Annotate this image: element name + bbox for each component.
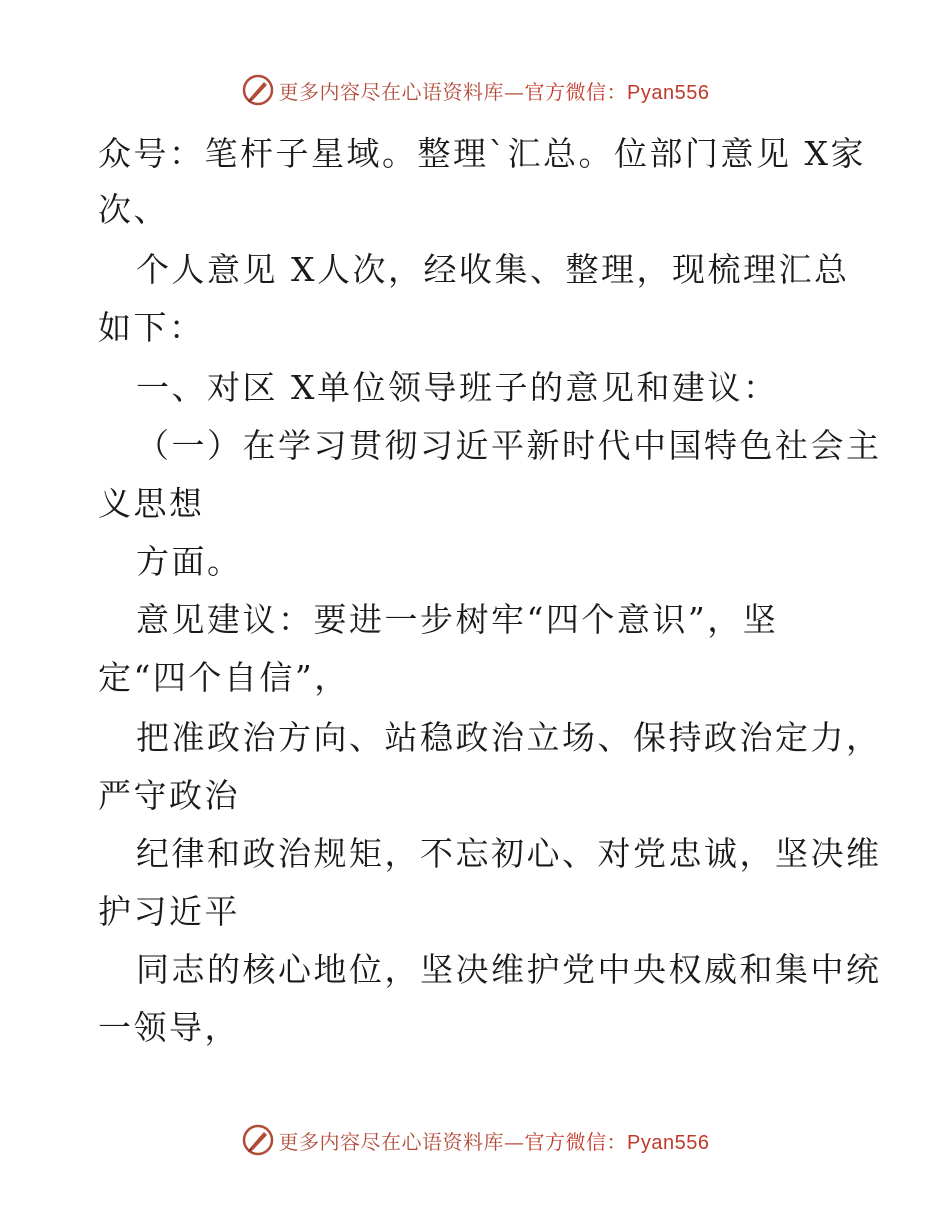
text-line: 把准政治方向、站稳政治立场、保持政治定力，	[136, 718, 882, 757]
banner-title: 更多内容尽在心语资料库	[278, 79, 505, 104]
subsection-heading: （一）在学习贯彻习近平新时代中国特色社会主	[136, 426, 882, 465]
wechat-label: 官方微信：	[524, 1129, 628, 1154]
banner-text	[279, 1126, 710, 1155]
pen-logo-icon	[241, 73, 275, 107]
text-line: 定“四个自信”，	[98, 658, 350, 697]
text-line: 意见建议：要进一步树牢“四个意识”，坚	[136, 600, 779, 639]
text-line: 如下：	[98, 308, 205, 347]
text-line: 严守政治	[98, 776, 240, 815]
text-line: 护习近平	[98, 892, 240, 931]
wechat-id: Pyan556	[627, 1131, 710, 1154]
text-line: 个人意见 X人次，经收集、整理，现梳理汇总	[136, 250, 850, 289]
pen-logo-icon	[241, 1123, 275, 1157]
wechat-label: 官方微信：	[524, 79, 628, 104]
text-line: 众号：笔杆子星域。整理`汇总。位部门意见 X家	[98, 134, 866, 173]
banner-dash: —	[504, 1129, 525, 1154]
text-line: 同志的核心地位，坚决维护党中央权威和集中统	[136, 950, 882, 989]
banner-title: 更多内容尽在心语资料库	[278, 1129, 505, 1154]
banner-dash: —	[504, 79, 525, 104]
text-line: 次、	[98, 190, 169, 229]
text-line: 一领导，	[98, 1008, 240, 1047]
banner-text	[279, 76, 710, 105]
header-banner	[0, 68, 950, 112]
section-heading: 一、对区 X单位领导班子的意见和建议：	[136, 368, 779, 407]
wechat-id: Pyan556	[627, 81, 710, 104]
text-line: 方面。	[136, 542, 243, 581]
footer-banner	[0, 1118, 950, 1162]
text-line: 纪律和政治规矩，不忘初心、对党忠诚，坚决维	[136, 834, 882, 873]
text-line: 义思想	[98, 484, 205, 523]
